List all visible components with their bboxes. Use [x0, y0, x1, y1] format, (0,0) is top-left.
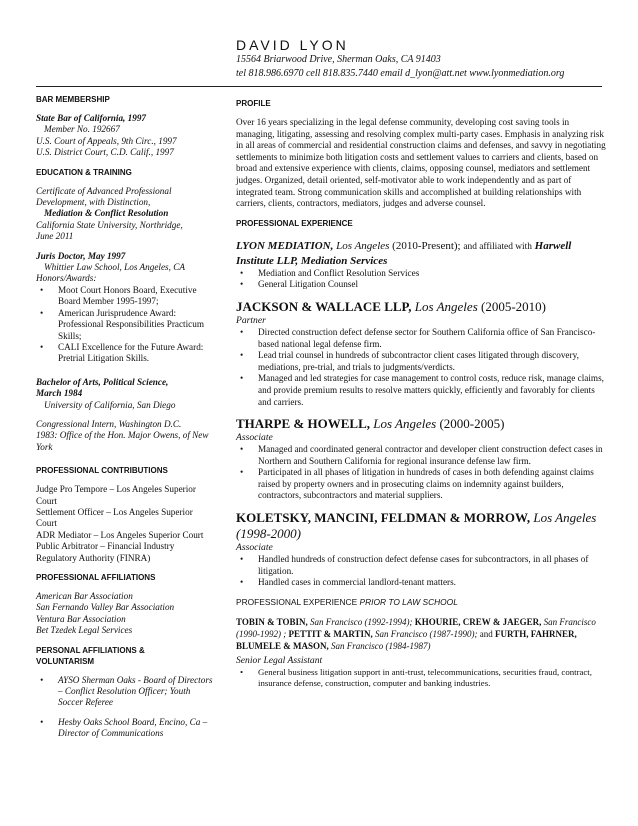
pre-law-heading-part: PROFESSIONAL EXPERIENCE	[236, 596, 358, 607]
pre-law-firms	[236, 616, 606, 652]
profile-text: Over 16 years specializing in the legal defense community, developing cost saving tools in managing, litigating, assessing and resolving complex multi-party cases. Emphasis in analyzing risk in all areas of commercial and residential construction claims and defenses, and savvy in negotiating settlements to minimize both litigation costs and settlement values to carriers and clients, based on broad and extensive experience with clients, claims, opposing counsel, mediators and settlement judges. Organized, detail oriented, self-motivator able to work independently and as part of integrated team. Strong communication skills and accomplished at building relationships with carriers, clients, contractors, mediators, judges and adverse counsel.	[236, 117, 606, 209]
jd-line: Honors/Awards:	[36, 273, 97, 284]
firm-dates: San Francisco (1987-1990);	[375, 628, 478, 639]
cert-line: Development, with Distinction,	[36, 197, 151, 208]
bar-line: Member No. 192667	[44, 124, 120, 135]
ba-line: Bachelor of Arts, Political Science,	[36, 376, 169, 387]
cert-line: California State University, Northridge,	[36, 219, 183, 230]
resume-header	[236, 37, 626, 81]
job-role: Associate	[236, 542, 273, 554]
firm-name: PETTIT & MARTIN,	[288, 628, 373, 639]
job-lyon	[236, 239, 606, 268]
affiliation-item: Ventura Bar Association	[36, 613, 126, 624]
experience-heading: PROFESSIONAL EXPERIENCE	[236, 218, 353, 228]
address-line: 15564 Briarwood Drive, Sherman Oaks, CA 91403	[236, 54, 441, 65]
personal-heading: PERSONAL AFFILIATIONS &	[36, 645, 145, 655]
firm-name: KHOURIE, CREW & JAEGER,	[414, 616, 542, 627]
firm-dates: San Francisco (1984-1987)	[331, 640, 431, 651]
personal-heading-2: VOLUNTARISM	[36, 656, 95, 666]
koletsky-bullets	[236, 554, 606, 589]
affiliation-item: San Fernando Valley Bar Association	[36, 602, 175, 613]
bar-line: State Bar of California, 1997	[36, 113, 147, 123]
jd-line: Juris Doctor, May 1997	[36, 250, 126, 261]
list-item: • Managed and led strategies for case management to control costs, reduce risk, manage claims, and provide premium results to resolve matters quickly, efficiently and favorably for clients and carriers.	[236, 373, 606, 408]
job-role: Senior Legal Assistant	[236, 654, 323, 666]
bar-membership-heading: BAR MEMBERSHIP	[36, 95, 110, 104]
intern-line: Congressional Intern, Washington D.C.	[36, 418, 182, 429]
firm-location: Los Angeles	[373, 416, 437, 432]
contribution-item: Judge Pro Tempore – Los Angeles Superior Court	[36, 484, 196, 506]
firm-conjunction: and	[479, 628, 493, 639]
pre-law-bullets	[236, 667, 606, 689]
jackson-bullets	[236, 327, 606, 408]
firm-name: JACKSON & WALLACE LLP,	[236, 298, 412, 314]
tharpe-bullets	[236, 444, 606, 502]
header-divider	[36, 86, 602, 87]
candidate-name: DAVID LYON	[236, 37, 349, 53]
firm-name: LYON MEDIATION,	[236, 239, 334, 252]
list-item: • Directed construction defect defense sector for Southern California office of San Francisco-based national legal defense firm.	[236, 327, 606, 350]
pre-law-heading	[236, 597, 606, 608]
intern-line: 1983: Office of the Hon. Major Owens, of New York	[36, 430, 209, 452]
list-item: • CALI Excellence for the Future Award: Pretrial Litigation Skills.	[36, 342, 214, 365]
list-item: • AYSO Sherman Oaks - Board of Directors – Conflict Resolution Officer; Youth Soccer Referee	[36, 675, 214, 709]
list-item: • Hesby Oaks School Board, Encino, Ca – Director of Communications	[36, 717, 214, 740]
firm-dates: (2000-2005)	[439, 416, 505, 432]
firm-name: KOLETSKY, MANCINI, FELDMAN & MORROW,	[236, 510, 531, 526]
list-item: • Moot Court Honors Board, Executive Board Member 1995-1997;	[36, 285, 214, 308]
firm-dates: (2005-2010)	[481, 298, 547, 314]
lyon-bullets	[236, 268, 606, 291]
job-koletsky	[236, 510, 606, 542]
list-item: • Lead trial counsel in hundreds of subcontractor client cases litigated through discovery, mediations, pre-trial, and trials to judgments/verdicts.	[236, 350, 606, 373]
affiliation-item: Bet Tzedek Legal Services	[36, 625, 133, 636]
firm-dates: San Francisco (1990-1992) ;	[236, 616, 596, 639]
list-item: • Mediation and Conflict Resolution Services	[236, 268, 606, 280]
pre-law-heading-part: PRIOR TO LAW SCHOOL	[359, 596, 458, 607]
firm-location: Los Angeles	[336, 239, 390, 252]
firm-name: TOBIN & TOBIN,	[236, 616, 308, 627]
affiliation-item: American Bar Association	[36, 591, 133, 601]
list-item: • Handled cases in commercial landlord-tenant matters.	[236, 577, 606, 589]
jd-line: Whittier Law School, Los Angeles, CA	[44, 262, 185, 273]
contributions-heading: PROFESSIONAL CONTRIBUTIONS	[36, 466, 168, 476]
firm-dates: San Francisco (1992-1994);	[310, 616, 413, 627]
ba-line: March 1984	[36, 388, 83, 399]
list-item: • General business litigation support in anti-trust, telecommunications, securities fraud, contract, insurance defense, construction, computer and banking industries.	[236, 667, 606, 689]
firm-affiliate: Harwell Institute LLP, Mediation Services	[236, 239, 572, 267]
contribution-item: Public Arbitrator – Financial Industry Regulatory Authority (FINRA)	[36, 541, 175, 563]
bar-line: U.S. Court of Appeals, 9th Circ., 1997	[36, 135, 177, 146]
cert-line: June 2011	[36, 231, 74, 242]
firm-location: Los Angeles	[414, 298, 478, 314]
ba-line: University of California, San Diego	[44, 399, 176, 410]
firm-affiliation: and affiliated with	[463, 241, 532, 252]
contact-line: tel 818.986.6970 cell 818.835.7440 email d_lyon@att.net www.lyonmediation.org	[236, 68, 565, 79]
education-heading: EDUCATION & TRAINING	[36, 167, 132, 177]
contribution-item: ADR Mediator – Los Angeles Superior Court	[36, 529, 204, 540]
firm-location: Los Angeles (1998-2000)	[236, 510, 597, 542]
right-column	[236, 98, 606, 689]
job-jackson	[236, 299, 606, 315]
cert-line: Mediation & Conflict Resolution	[44, 208, 169, 219]
awards-list	[36, 285, 214, 365]
job-role: Associate	[236, 432, 273, 444]
affiliations-heading: PROFESSIONAL AFFILIATIONS	[36, 573, 156, 582]
cert-line: Certificate of Advanced Professional	[36, 185, 172, 196]
firm-name: FURTH, FAHRNER, BLUMELE & MASON,	[236, 628, 577, 651]
list-item: • Participated in all phases of litigation in hundreds of cases in both defending against claims raised by property owners and in prosecuting claims on indemnity against builders, contractors, subcontractors and material suppliers.	[236, 467, 606, 502]
job-tharpe	[236, 416, 606, 432]
list-item: • American Jurisprudence Award: Professional Responsibilities Practicum Skills;	[36, 308, 214, 342]
personal-list	[36, 675, 214, 709]
list-item: • Handled hundreds of construction defect defense cases for subcontractors, in all phases of litigation.	[236, 554, 606, 577]
firm-name: THARPE & HOWELL,	[236, 416, 370, 432]
firm-dates: (2010-Present);	[392, 239, 461, 252]
list-item: • General Litigation Counsel	[236, 279, 606, 291]
personal-list-2	[36, 717, 214, 740]
contribution-item: Settlement Officer – Los Angeles Superior Court	[36, 506, 193, 529]
list-item: • Managed and coordinated general contractor and developer client construction defect cases in Northern and Southern California for regional insurance defense law firm.	[236, 444, 606, 467]
left-column	[36, 94, 214, 740]
bar-line: U.S. District Court, C.D. Calif., 1997	[36, 147, 174, 158]
profile-heading: PROFILE	[236, 99, 271, 108]
job-role: Partner	[236, 314, 266, 326]
